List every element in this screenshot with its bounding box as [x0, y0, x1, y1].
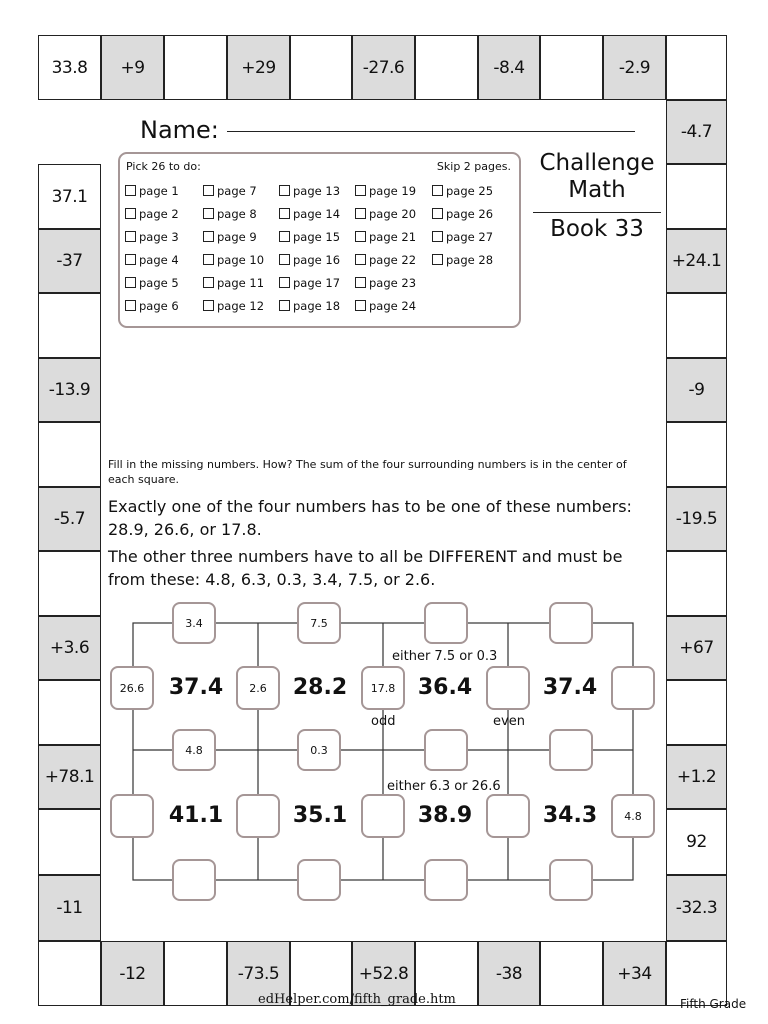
- page-checkbox[interactable]: page 17: [279, 276, 340, 290]
- border-cell: +67: [666, 616, 727, 680]
- page-checkbox[interactable]: page 23: [355, 276, 416, 290]
- answer-box[interactable]: 0.3: [297, 729, 341, 771]
- page-checkbox[interactable]: page 1: [125, 184, 179, 198]
- skip-instruction: Skip 2 pages.: [436, 160, 511, 173]
- border-cell: +34: [603, 941, 666, 1006]
- page-checkbox[interactable]: page 20: [355, 207, 416, 221]
- border-cell: -8.4: [478, 35, 540, 100]
- hint-note: odd: [371, 714, 396, 729]
- border-cell: -13.9: [38, 358, 101, 422]
- border-cell: -38: [478, 941, 540, 1006]
- page-checkbox[interactable]: page 22: [355, 253, 416, 267]
- page-checkbox[interactable]: page 19: [355, 184, 416, 198]
- page-checkbox[interactable]: page 25: [432, 184, 493, 198]
- answer-box[interactable]: [486, 794, 530, 838]
- border-cell: -32.3: [666, 875, 727, 941]
- answer-box[interactable]: [172, 859, 216, 901]
- page-checkbox[interactable]: page 28: [432, 253, 493, 267]
- border-cell: +29: [227, 35, 290, 100]
- answer-box[interactable]: [424, 729, 468, 771]
- page-checkbox[interactable]: page 3: [125, 230, 179, 244]
- page-checkbox[interactable]: page 10: [203, 253, 264, 267]
- square-sum: 35.1: [292, 803, 348, 828]
- answer-box[interactable]: 3.4: [172, 602, 216, 644]
- page-checkbox[interactable]: page 14: [279, 207, 340, 221]
- border-cell: -12: [101, 941, 164, 1006]
- page-checkbox[interactable]: page 2: [125, 207, 179, 221]
- name-label: Name:: [140, 116, 219, 144]
- border-cell: 92: [666, 809, 727, 875]
- page-checkbox[interactable]: page 18: [279, 299, 340, 313]
- answer-box[interactable]: [549, 602, 593, 644]
- answer-box[interactable]: 7.5: [297, 602, 341, 644]
- footer-url: edHelper.com/fifth_grade.htm: [258, 992, 456, 1007]
- square-sum: 41.1: [168, 803, 224, 828]
- border-cell: -27.6: [352, 35, 415, 100]
- border-cell: +24.1: [666, 229, 727, 293]
- border-cell: -9: [666, 358, 727, 422]
- answer-box[interactable]: [297, 859, 341, 901]
- page-checkbox[interactable]: page 15: [279, 230, 340, 244]
- page-checkbox[interactable]: page 21: [355, 230, 416, 244]
- square-sum: 38.9: [417, 803, 473, 828]
- answer-box[interactable]: [611, 666, 655, 710]
- border-cell: +1.2: [666, 745, 727, 809]
- border-cell: +9: [101, 35, 164, 100]
- answer-box[interactable]: 26.6: [110, 666, 154, 710]
- hint-note: either 6.3 or 26.6: [387, 779, 501, 794]
- border-cell: +3.6: [38, 616, 101, 680]
- title-line2: Math: [568, 177, 626, 203]
- instruction-rule-1: Exactly one of the four numbers has to be one of these numbers: 28.9, 26.6, or 17.8.: [108, 497, 632, 539]
- page-checkbox[interactable]: page 11: [203, 276, 264, 290]
- square-sum: 28.2: [292, 675, 348, 700]
- pick-instruction: Pick 26 to do:: [126, 160, 201, 173]
- border-cell: -4.7: [666, 100, 727, 164]
- page-checkbox[interactable]: page 9: [203, 230, 257, 244]
- answer-box[interactable]: [549, 729, 593, 771]
- answer-box[interactable]: 4.8: [611, 794, 655, 838]
- border-cell: 37.1: [38, 164, 101, 229]
- answer-box[interactable]: [110, 794, 154, 838]
- page-checkbox[interactable]: page 16: [279, 253, 340, 267]
- page-checkbox[interactable]: page 8: [203, 207, 257, 221]
- border-cell: +52.8: [352, 941, 415, 1006]
- page-checkbox[interactable]: page 6: [125, 299, 179, 313]
- footer-grade: Fifth Grade: [680, 997, 747, 1011]
- answer-box[interactable]: [236, 794, 280, 838]
- border-cell: +78.1: [38, 745, 101, 809]
- answer-box[interactable]: [361, 794, 405, 838]
- square-sum: 36.4: [417, 675, 473, 700]
- square-sum: 34.3: [542, 803, 598, 828]
- instruction-rule-2: The other three numbers have to all be DIFFERENT and must be from these: 4.8, 6.3, 0.3, 3.4, 7.5, or 2.6.: [108, 547, 623, 589]
- page-checkbox[interactable]: page 27: [432, 230, 493, 244]
- border-cell: -11: [38, 875, 101, 941]
- instruction-small: Fill in the missing numbers. How? The sum of the four surrounding numbers is in the center of each square.: [108, 458, 627, 486]
- answer-box[interactable]: 2.6: [236, 666, 280, 710]
- answer-box[interactable]: [549, 859, 593, 901]
- hint-note: even: [493, 714, 525, 729]
- page-checkbox[interactable]: page 5: [125, 276, 179, 290]
- border-cell: -19.5: [666, 487, 727, 551]
- title-line1: Challenge: [539, 150, 655, 176]
- border-cell: -73.5: [227, 941, 290, 1006]
- border-cell: -2.9: [603, 35, 666, 100]
- answer-box[interactable]: 17.8: [361, 666, 405, 710]
- page-checkbox[interactable]: page 7: [203, 184, 257, 198]
- page-checkbox[interactable]: page 24: [355, 299, 416, 313]
- page-checkbox[interactable]: page 12: [203, 299, 264, 313]
- border-cell: -37: [38, 229, 101, 293]
- page-checkbox[interactable]: page 26: [432, 207, 493, 221]
- page-checkbox[interactable]: page 13: [279, 184, 340, 198]
- answer-box[interactable]: 4.8: [172, 729, 216, 771]
- answer-box[interactable]: [424, 859, 468, 901]
- square-sum: 37.4: [168, 675, 224, 700]
- answer-box[interactable]: [424, 602, 468, 644]
- square-sum: 37.4: [542, 675, 598, 700]
- book-number: Book 33: [550, 216, 644, 242]
- answer-box[interactable]: [486, 666, 530, 710]
- border-cell: -5.7: [38, 487, 101, 551]
- border-cell: 33.8: [38, 35, 101, 100]
- hint-note: either 7.5 or 0.3: [392, 649, 498, 664]
- page-checkbox[interactable]: page 4: [125, 253, 179, 267]
